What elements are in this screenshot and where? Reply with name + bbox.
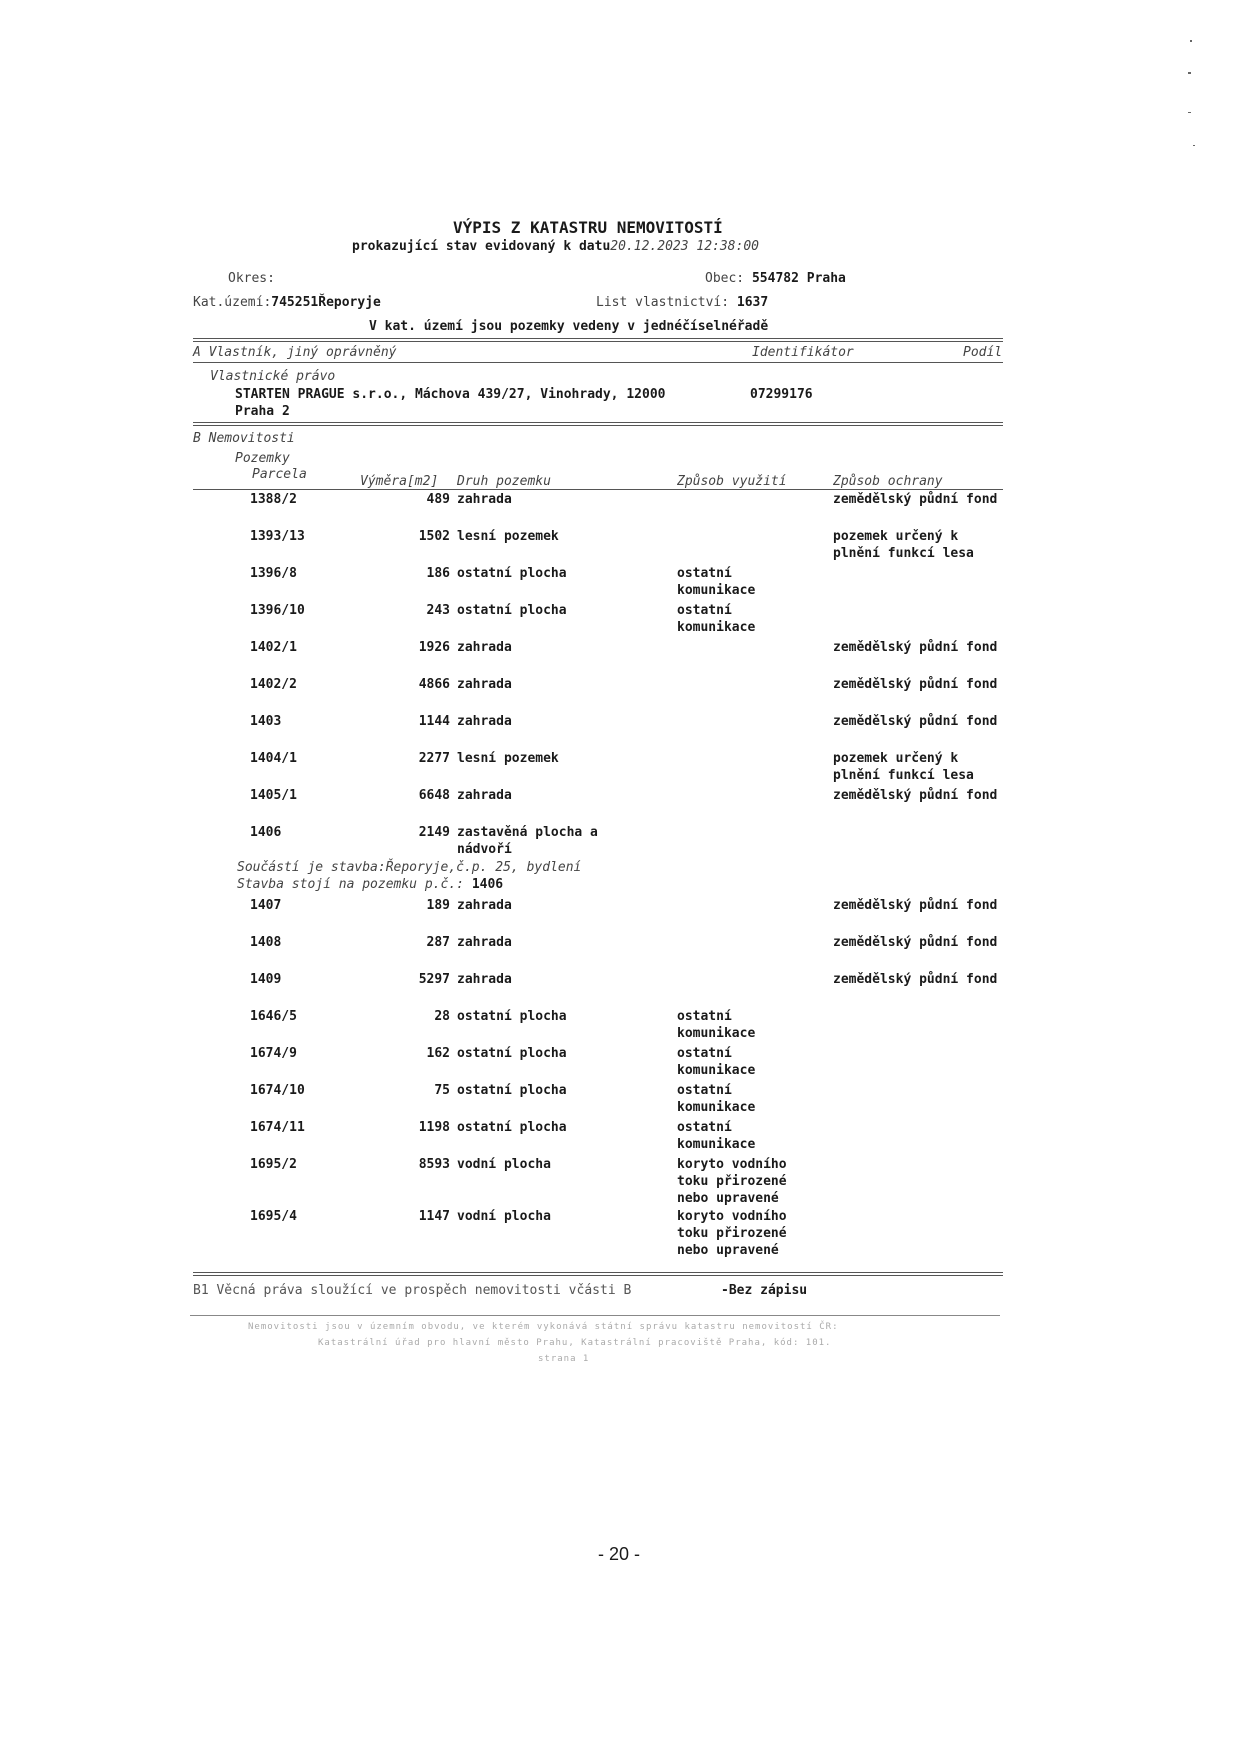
page-number: - 20 - bbox=[598, 1544, 641, 1564]
footer-line2: Katastrální úřad pro hlavní město Prahu, Katastrální pracoviště Praha, kód: 101. bbox=[318, 1338, 832, 1348]
cell-druh: zahrada bbox=[457, 714, 512, 729]
section-b-header-rule bbox=[193, 489, 1003, 490]
footer-line3: strana 1 bbox=[538, 1354, 590, 1364]
cell-parcela: 1405/1 bbox=[250, 788, 297, 803]
cell-druh: zastavěná plocha a nádvoří bbox=[457, 825, 598, 857]
cell-vyuziti: ostatní komunikace bbox=[677, 566, 756, 598]
owner-id: 07299176 bbox=[750, 387, 813, 402]
cell-druh: ostatní plocha bbox=[457, 1120, 567, 1135]
cell-vyuziti: ostatní komunikace bbox=[677, 1120, 756, 1152]
kat-uzemi-field bbox=[193, 295, 381, 310]
cell-vyuziti: koryto vodního toku přirozené nebo upravené bbox=[677, 1157, 787, 1206]
subtitle-date: 20.12.2023 12:38:00 bbox=[610, 239, 759, 254]
note-stavba bbox=[237, 877, 503, 892]
section-b1-label: B1 Věcná práva sloužící ve prospěch nemovitosti včásti B bbox=[193, 1283, 632, 1298]
table-row bbox=[0, 824, 1240, 861]
note-stavba-value: 1406 bbox=[471, 877, 504, 892]
cell-parcela: 1407 bbox=[250, 898, 282, 913]
table-row bbox=[0, 528, 1240, 565]
cell-druh: zahrada bbox=[457, 677, 512, 692]
cell-parcela: 1646/5 bbox=[250, 1009, 297, 1024]
cell-ochrana: zemědělský půdní fond bbox=[833, 640, 998, 655]
section-a-heading: A Vlastník, jiný oprávněný bbox=[193, 345, 397, 360]
obec-label: Obec: bbox=[705, 271, 745, 286]
cell-vymera: 162 bbox=[426, 1046, 450, 1061]
table-row bbox=[0, 1008, 1240, 1045]
cell-vyuziti: koryto vodního toku přirozené nebo upravené bbox=[677, 1209, 787, 1258]
cell-parcela: 1674/9 bbox=[250, 1046, 297, 1061]
cell-vymera: 489 bbox=[426, 492, 450, 507]
cell-parcela: 1396/10 bbox=[250, 603, 305, 618]
scan-speck bbox=[1193, 145, 1195, 146]
cell-ochrana: pozemek určený k plnění funkcí lesa bbox=[833, 529, 974, 561]
section-b-subheading: Pozemky bbox=[235, 451, 290, 466]
cell-vymera: 8593 bbox=[418, 1157, 450, 1172]
cell-vymera: 1926 bbox=[418, 640, 450, 655]
cell-vymera: 2149 bbox=[418, 825, 450, 840]
cell-parcela: 1409 bbox=[250, 972, 282, 987]
cell-druh: ostatní plocha bbox=[457, 603, 567, 618]
cell-vymera: 186 bbox=[426, 566, 450, 581]
list-value: 1637 bbox=[736, 295, 769, 310]
cell-ochrana: zemědělský půdní fond bbox=[833, 972, 998, 987]
table-row bbox=[0, 1119, 1240, 1156]
footer-line1: Nemovitosti jsou v územním obvodu, ve kterém vykonává státní správu katastru nemovitostí ČR: bbox=[248, 1322, 839, 1332]
cell-ochrana: zemědělský půdní fond bbox=[833, 935, 998, 950]
right-type: Vlastnické právo bbox=[210, 369, 336, 384]
cell-vymera: 1144 bbox=[418, 714, 450, 729]
footer-rule bbox=[190, 1315, 1000, 1316]
cell-parcela: 1403 bbox=[250, 714, 282, 729]
cell-druh: lesní pozemek bbox=[457, 751, 559, 766]
scan-speck bbox=[1188, 72, 1191, 74]
cell-druh: zahrada bbox=[457, 935, 512, 950]
cell-parcela: 1402/2 bbox=[250, 677, 297, 692]
cell-vyuziti: ostatní komunikace bbox=[677, 603, 756, 635]
cell-vymera: 189 bbox=[426, 898, 450, 913]
cell-ochrana: zemědělský půdní fond bbox=[833, 898, 998, 913]
cell-druh: zahrada bbox=[457, 492, 512, 507]
obec-field bbox=[705, 271, 846, 286]
table-row bbox=[0, 491, 1240, 528]
table-row bbox=[0, 750, 1240, 787]
okres-label: Okres: bbox=[228, 271, 275, 286]
table-row bbox=[0, 1208, 1240, 1258]
cell-vyuziti: ostatní komunikace bbox=[677, 1009, 756, 1041]
owner-line1: STARTEN PRAGUE s.r.o., Máchova 439/27, Vinohrady, 12000 bbox=[235, 387, 666, 402]
cell-ochrana: pozemek určený k plnění funkcí lesa bbox=[833, 751, 974, 783]
table-row bbox=[0, 1156, 1240, 1206]
table-row bbox=[0, 971, 1240, 1008]
cell-vymera: 2277 bbox=[418, 751, 450, 766]
cell-druh: ostatní plocha bbox=[457, 1009, 567, 1024]
cell-vymera: 5297 bbox=[418, 972, 450, 987]
obec-value: 554782 Praha bbox=[751, 271, 846, 286]
kat-uzemi-value: 745251Řeporyje bbox=[271, 295, 381, 310]
cell-parcela: 1674/10 bbox=[250, 1083, 305, 1098]
cell-ochrana: zemědělský půdní fond bbox=[833, 677, 998, 692]
col-druh: Druh pozemku bbox=[457, 474, 551, 489]
cell-druh: zahrada bbox=[457, 640, 512, 655]
cell-parcela: 1396/8 bbox=[250, 566, 297, 581]
cell-vymera: 6648 bbox=[418, 788, 450, 803]
table-row bbox=[0, 602, 1240, 639]
section-b-heading: B Nemovitosti bbox=[193, 431, 295, 446]
document-title: VÝPIS Z KATASTRU NEMOVITOSTÍ bbox=[453, 218, 723, 237]
subtitle-label: prokazující stav evidovaný k datu bbox=[352, 239, 611, 254]
col-podil: Podíl bbox=[963, 345, 1003, 360]
cell-ochrana: zemědělský půdní fond bbox=[833, 714, 998, 729]
cell-vymera: 287 bbox=[426, 935, 450, 950]
cell-druh: zahrada bbox=[457, 898, 512, 913]
table-row bbox=[0, 676, 1240, 713]
cell-parcela: 1408 bbox=[250, 935, 282, 950]
cell-vymera: 28 bbox=[434, 1009, 450, 1024]
section-a-top-rule bbox=[193, 338, 1003, 342]
section-b-top-rule bbox=[193, 422, 1003, 426]
cell-druh: vodní plocha bbox=[457, 1209, 551, 1224]
cell-druh: ostatní plocha bbox=[457, 1083, 567, 1098]
section-a-header-rule bbox=[193, 362, 1003, 363]
cell-vyuziti: ostatní komunikace bbox=[677, 1083, 756, 1115]
cell-vymera: 1147 bbox=[418, 1209, 450, 1224]
cell-vymera: 1502 bbox=[418, 529, 450, 544]
cell-ochrana: zemědělský půdní fond bbox=[833, 788, 998, 803]
scan-speck bbox=[1188, 112, 1191, 113]
cell-druh: lesní pozemek bbox=[457, 529, 559, 544]
scan-speck bbox=[1190, 40, 1192, 42]
cell-vymera: 243 bbox=[426, 603, 450, 618]
table-row bbox=[0, 1082, 1240, 1119]
list-vlastnictvi-field bbox=[596, 295, 768, 310]
cell-vymera: 1198 bbox=[418, 1120, 450, 1135]
cell-vyuziti: ostatní komunikace bbox=[677, 1046, 756, 1078]
section-b1-value: -Bez zápisu bbox=[721, 1283, 808, 1298]
cell-parcela: 1402/1 bbox=[250, 640, 297, 655]
list-label: List vlastnictví: bbox=[596, 295, 730, 310]
table-row bbox=[0, 639, 1240, 676]
table-row bbox=[0, 787, 1240, 824]
section-b1 bbox=[193, 1283, 631, 1298]
col-ochrana: Způsob ochrany bbox=[833, 474, 943, 489]
note-stavba-label: Stavba stojí na pozemku p.č.: bbox=[237, 877, 464, 892]
col-vyuziti: Způsob využití bbox=[677, 474, 787, 489]
cell-vymera: 4866 bbox=[418, 677, 450, 692]
col-parcela: Parcela bbox=[252, 467, 307, 482]
table-row bbox=[0, 713, 1240, 750]
document-subtitle bbox=[352, 239, 759, 254]
cell-druh: zahrada bbox=[457, 788, 512, 803]
cell-parcela: 1406 bbox=[250, 825, 282, 840]
cell-parcela: 1404/1 bbox=[250, 751, 297, 766]
cell-parcela: 1388/2 bbox=[250, 492, 297, 507]
col-vymera: Výměra[m2] bbox=[360, 474, 439, 489]
cell-druh: zahrada bbox=[457, 972, 512, 987]
cell-druh: ostatní plocha bbox=[457, 1046, 567, 1061]
cell-druh: vodní plocha bbox=[457, 1157, 551, 1172]
table-row bbox=[0, 565, 1240, 602]
table-row bbox=[0, 1045, 1240, 1082]
cell-druh: ostatní plocha bbox=[457, 566, 567, 581]
cell-parcela: 1393/13 bbox=[250, 529, 305, 544]
section-b1-top-rule bbox=[193, 1272, 1003, 1276]
table-row bbox=[0, 897, 1240, 934]
note-soucasti-text: Součástí je stavba:Řeporyje,č.p. 25, bydlení bbox=[237, 860, 582, 875]
cell-ochrana: zemědělský půdní fond bbox=[833, 492, 998, 507]
owner-line2: Praha 2 bbox=[235, 404, 290, 419]
kat-uzemi-label: Kat.území: bbox=[193, 295, 272, 310]
cell-parcela: 1674/11 bbox=[250, 1120, 305, 1135]
table-row bbox=[0, 934, 1240, 971]
col-identifikator: Identifikátor bbox=[752, 345, 854, 360]
cell-vymera: 75 bbox=[434, 1083, 450, 1098]
cell-parcela: 1695/4 bbox=[250, 1209, 297, 1224]
note-soucasti bbox=[237, 860, 581, 875]
katastr-note: V kat. území jsou pozemky vedeny v jednéčíselnéřadě bbox=[369, 319, 769, 334]
cell-parcela: 1695/2 bbox=[250, 1157, 297, 1172]
